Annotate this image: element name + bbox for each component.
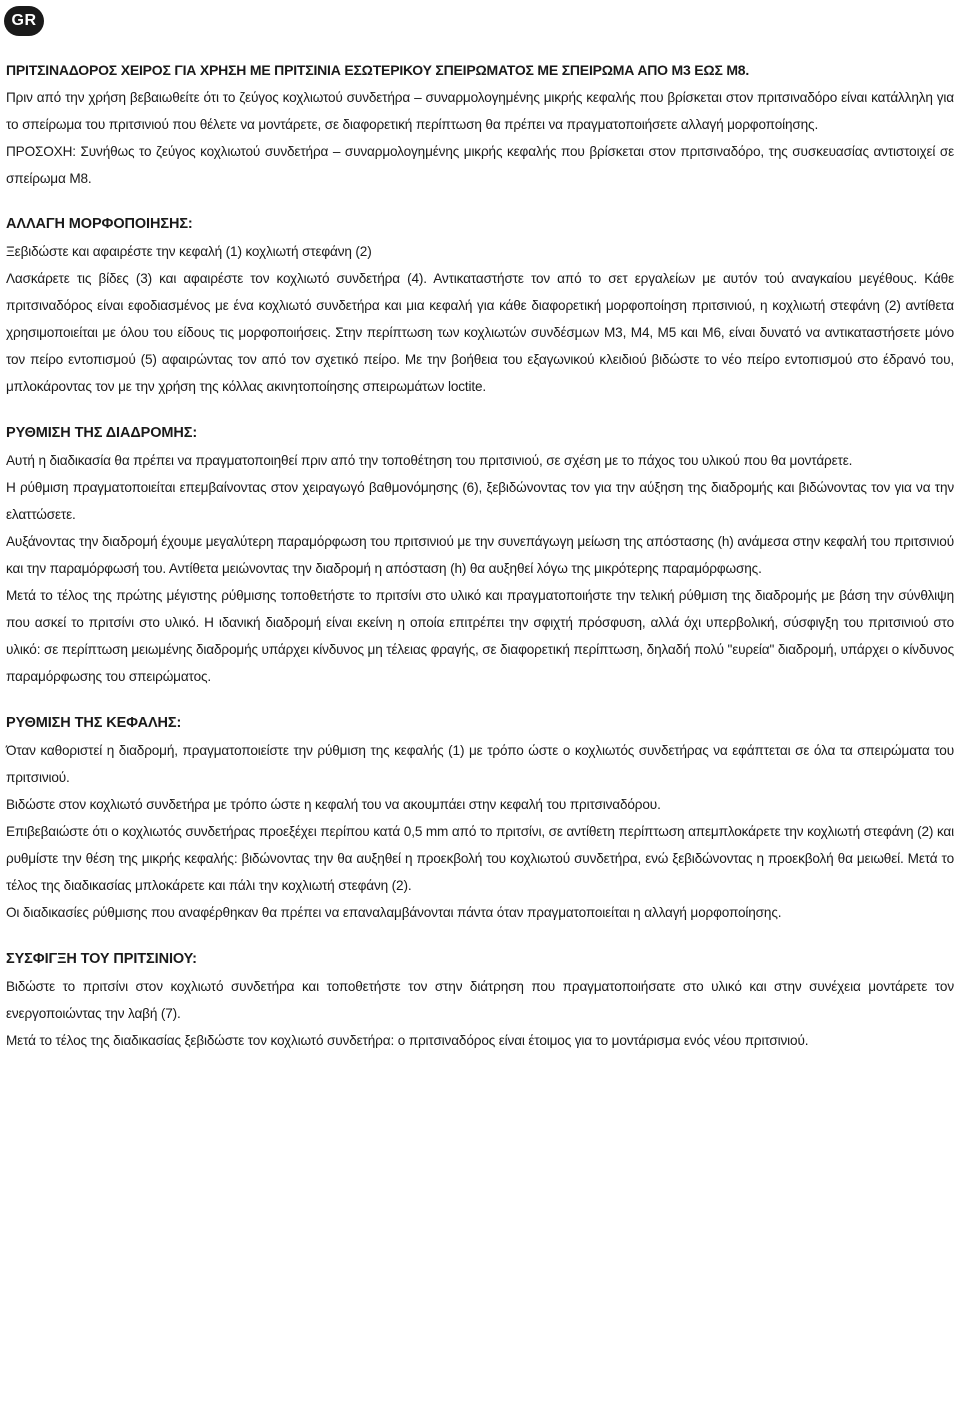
head-paragraph-2: Βιδώστε στον κοχλιωτό συνδετήρα με τρόπο ώστε η κεφαλή του να ακουμπάει στην κεφαλή του πριτσιναδόρου. [6,797,661,812]
section-heading-stroke-adjustment: ΡΥΘΜΙΣΗ ΤΗΣ ΔΙΑΔΡΟΜΗΣ: [6,425,198,441]
head-paragraph-3: Επιβεβαιώστε ότι ο κοχλιωτός συνδετήρας προεξέχει περίπου κατά 0,5 mm από το πριτσίνι, σε αντίθετη περίπτωση απεμπλοκάρετε την κοχλιωτή στεφάνη (2) και ρυθμίστε την θέση της μικρής κεφαλής: βιδώνοντας την θα αυξηθεί η προεκβολή του κοχλιωτού συνδετήρα, ενώ ξεβιδώνοντας η προεκβολή θα μειωθεί. Μετά το τέλος της διαδικασίας μπλοκάρετε και πάλι την κοχλιωτή στεφάνη (2). [6,824,954,893]
section-heading-format-change: ΑΛΛΑΓΗ ΜΟΡΦΟΠΟΙΗΣΗΣ: [6,216,193,232]
section-spacer [6,192,954,211]
document-body [6,56,954,1054]
language-badge: GR [4,6,44,36]
section-heading-rivet-tightening: ΣΥΣΦΙΓΞΗ ΤΟΥ ΠΡΙΤΣΙΝΙΟΥ: [6,951,197,967]
stroke-paragraph-3: Αυξάνοντας την διαδρομή έχουμε μεγαλύτερη παραμόρφωση του πριτσινιού με την συνεπάγωγη μείωση της απόστασης (h) ανάμεσα στην κεφαλή του πριτσινιού και την παραμόρφωσή του. Αντίθετα μειώνοντας την διαδρομή η απόσταση (h) θα αυξηθεί λόγω της μικρότερης παραμόρφωσης. [6,534,954,576]
stroke-paragraph-2: Η ρύθμιση πραγματοποιείται επεμβαίνοντας στον χειραγωγό βαθμονόμησης (6), ξεβιδώνοντας τον για την αύξηση της διαδρομής και βιδώνοντας τον για να την ελαττώσετε. [6,480,954,522]
document-title: ΠΡΙΤΣΙΝΑΔΟΡΟΣ ΧΕΙΡΟΣ ΓΙΑ ΧΡΗΣΗ ΜΕ ΠΡΙΤΣΙΝΙΑ ΕΣΩΤΕΡΙΚΟΥ ΣΠΕΙΡΩΜΑΤΟΣ ΜΕ ΣΠΕΙΡΩΜΑ ΑΠΟ M3 ΕΩΣ M8. [6,62,750,78]
format-change-step-2: Λασκάρετε τις βίδες (3) και αφαιρέστε τον κοχλιωτό συνδετήρα (4). Αντικαταστήστε τον από το σετ εργαλείων με αυτόν τού αναγκαίου μεγέθους. Κάθε πριτσιναδόρος είναι εφοδιασμένος με ένα κοχλιωτό συνδετήρα και μια κεφαλή για κάθε διαφορετική μορφοποίηση πριτσινιού, η κοχλιωτή στεφάνη (2) αντίθετα χρησιμοποιείται με όλου του είδους τις μορφοποιήσεις. Στην περίπτωση των κοχλιωτών συνδέσμων M3, M4, M5 και M6, είναι δυνατό να αντικαταστήσετε μόνο τον πείρο εντοπισμού (5) αφαιρώντας τον από τον σχετικό πείρο. Με την βοήθεια του εξαγωνικού κλειδιού βιδώστε το νέο πείρο εντοπισμού στο έδρανό του, μπλοκάροντας τον με την χρήση της κόλλας ακινητοποίησης σπειρωμάτων loctite. [6,271,954,394]
format-change-step-1: Ξεβιδώστε και αφαιρέστε την κεφαλή (1) κοχλιωτή στεφάνη (2) [6,244,372,259]
caution-paragraph: ΠΡΟΣΟΧΗ: Συνήθως το ζεύγος κοχλιωτού συνδετήρα – συναρμολογημένης μικρής κεφαλής που βρίσκεται στον πριτσιναδόρο, της συσκευασίας αντιστοιχεί σε σπείρωμα M8. [6,144,954,186]
head-paragraph-4: Οι διαδικασίες ρύθμισης που αναφέρθηκαν θα πρέπει να επαναλαμβάνονται πάντα όταν πραγματοποιείται η αλλαγή μορφοποίησης. [6,905,782,920]
tightening-paragraph-1: Βιδώστε το πριτσίνι στον κοχλιωτό συνδετήρα και τοποθετήστε τον στην διάτρηση που πραγματοποιήσατε στο υλικό και στην συνέχεια μοντάρετε τον ενεργοποιώντας την λαβή (7). [6,979,954,1021]
section-spacer [6,400,954,420]
intro-paragraph: Πριν από την χρήση βεβαιωθείτε ότι το ζεύγος κοχλιωτού συνδετήρα – συναρμολογημένης μικρής κεφαλής που βρίσκεται στον πριτσιναδόρο είναι κατάλληλη για το σπείρωμα του πριτσινιού που θέλετε να μοντάρετε, σε διαφορετική περίπτωση θα πρέπει να πραγματοποιήσετε αλλαγή μορφοποίησης. [6,90,954,132]
stroke-paragraph-4: Μετά το τέλος της πρώτης μέγιστης ρύθμισης τοποθετήστε το πριτσίνι στο υλικό και πραγματοποιήστε την τελική ρύθμιση της διαδρομής με βάση την σύνθλιψη που ασκεί το πριτσίνι στο υλικό. Η ιδανική διαδρομή είναι εκείνη η οποία επιτρέπει την σφιχτή πρόσφυση, αλλά όχι υπερβολική, σύσφιγξη του πριτσινιού στο υλικό: σε περίπτωση μειωμένης διαδρομής υπάρχει κίνδυνος μη τέλειας φραγής, σε διαφορετική περίπτωση, δηλαδή πολύ "ευρεία" διαδρομή, υπάρχει ο κίνδυνος παραμόρφωσης του σπειρώματος. [6,588,954,684]
tightening-paragraph-2: Μετά το τέλος της διαδικασίας ξεβιδώστε τον κοχλιωτό συνδετήρα: ο πριτσιναδόρος είναι έτοιμος για το μοντάρισμα ενός νέου πριτσινιού. [6,1033,809,1048]
section-heading-head-adjustment: ΡΥΘΜΙΣΗ ΤΗΣ ΚΕΦΑΛΗΣ: [6,715,182,731]
section-spacer [6,926,954,946]
stroke-paragraph-1: Αυτή η διαδικασία θα πρέπει να πραγματοποιηθεί πριν από την τοποθέτηση του πριτσινιού, σε σχέση με το πάχος του υλικού που θα μοντάρετε. [6,453,853,468]
section-spacer [6,690,954,710]
head-paragraph-1: Όταν καθοριστεί η διαδρομή, πραγματοποιείστε την ρύθμιση της κεφαλής (1) με τρόπο ώστε ο κοχλιωτός συνδετήρας να εφάπτεται σε όλα τα σπειρώματα του πριτσινιού. [6,743,954,785]
